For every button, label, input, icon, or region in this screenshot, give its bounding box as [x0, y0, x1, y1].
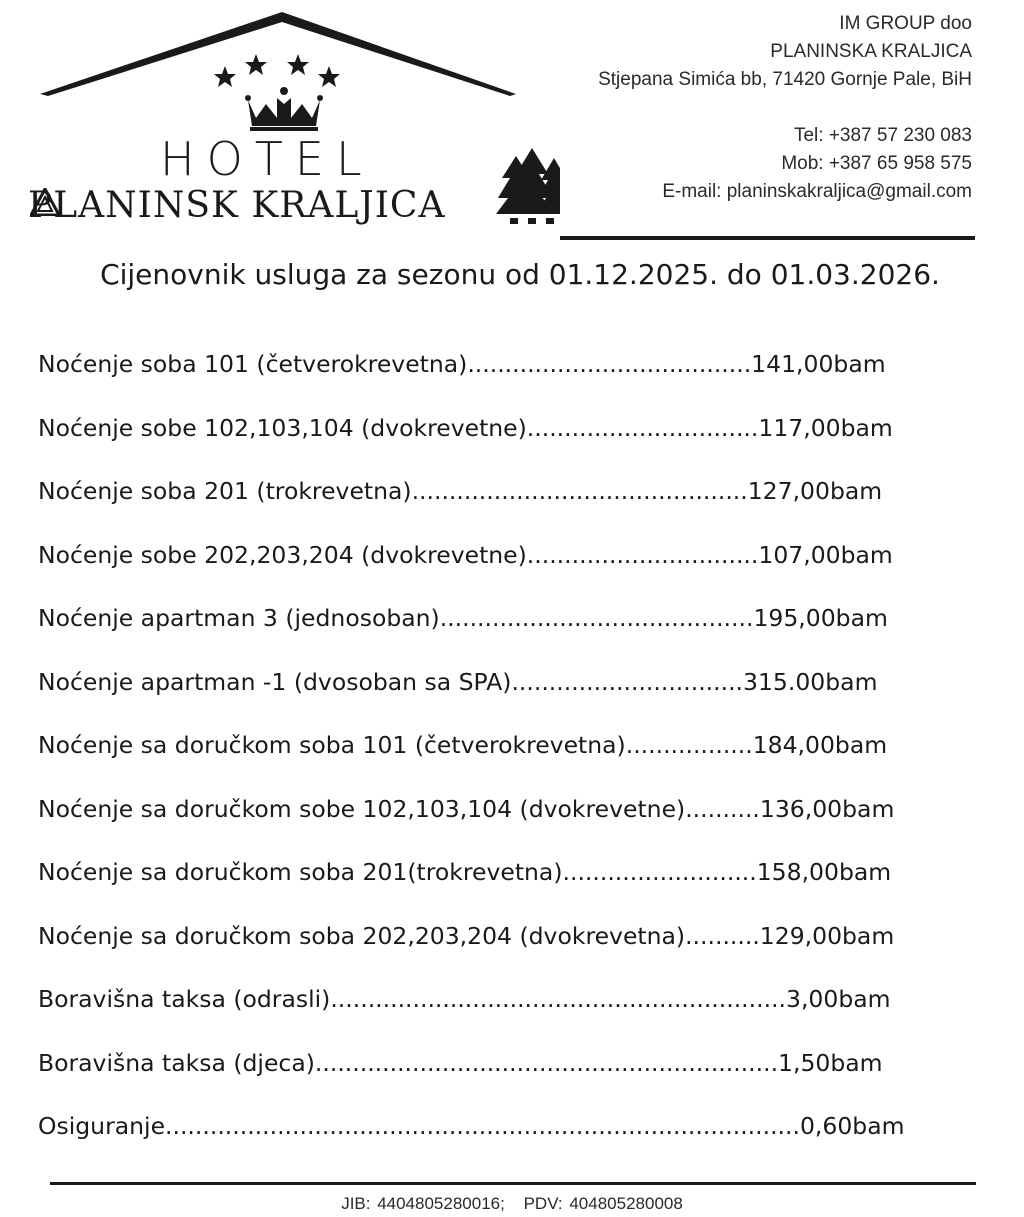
triangle-a-icon	[30, 188, 60, 216]
price-row: Noćenje soba 201 (trokrevetna).............................................127,00bam	[38, 477, 883, 505]
company-subname: PLANINSKA KRALJICA	[770, 41, 972, 62]
price-row: Noćenje apartman 3 (jednosoban)..........................................195,00bam	[38, 604, 888, 632]
header-divider	[560, 236, 975, 240]
price-row: Noćenje sa doručkom sobe 102,103,104 (dvokrevetne)..........136,00bam	[38, 794, 895, 823]
hotel-logo	[20, 8, 560, 238]
star-icon	[214, 66, 236, 87]
price-row: Boravišna taksa (odrasli).............................................................3,00bam	[38, 985, 891, 1013]
company-email: E-mail: planinskakraljica@gmail.com	[662, 181, 972, 202]
price-row: Noćenje sa doručkom soba 202,203,204 (dvokrevetna)..........129,00bam	[38, 921, 895, 950]
pine-trees-icon	[496, 148, 560, 224]
price-row: Boravišna taksa (djeca)..............................................................1,50bam	[38, 1048, 883, 1077]
footer-jib: JIB: 4404805280016;	[341, 1194, 505, 1213]
company-mob: Mob: +387 65 958 575	[781, 153, 972, 174]
company-tel: Tel: +387 57 230 083	[793, 125, 972, 146]
star-icon	[318, 66, 340, 87]
company-address: Stjepana Simića bb, 71420 Gornje Pale, BiH	[598, 69, 972, 90]
roof-icon	[40, 12, 516, 96]
price-row: Noćenje sobe 202,203,204 (dvokrevetne)...............................107,00bam	[38, 540, 893, 569]
star-icon	[287, 54, 309, 75]
price-row: Noćenje sa doručkom soba 201(trokrevetna)..........................158,00bam	[38, 858, 892, 886]
company-name: IM GROUP doo	[839, 13, 972, 34]
logo-name-part2: KRALJICA	[251, 185, 446, 226]
price-row: Noćenje apartman -1 (dvosoban sa SPA)...............................315.00bam	[38, 667, 878, 696]
price-row: Noćenje soba 101 (četverokrevetna)......................................141,00bam	[38, 350, 886, 378]
footer-divider	[50, 1182, 976, 1185]
price-row: Osiguranje.....................................................................................0,60bam	[38, 1112, 905, 1140]
logo-name-part1: PLANINSK	[28, 185, 239, 226]
footer-pdv: PDV: 404805280008	[523, 1194, 683, 1213]
crown-icon	[245, 87, 323, 131]
price-row: Noćenje sa doručkom soba 101 (četverokrevetna).................184,00bam	[38, 731, 888, 759]
footer	[0, 1194, 1024, 1214]
logo-hotel-word: HOTEL	[160, 132, 374, 186]
company-info	[598, 10, 972, 206]
logo-hotel-name	[28, 185, 446, 226]
price-row: Noćenje sobe 102,103,104 (dvokrevetne)...............................117,00bam	[38, 413, 893, 442]
price-list-title: Cijenovnik usluga za sezonu od 01.12.2025. do 01.03.2026.	[100, 258, 940, 291]
star-icon	[245, 54, 267, 75]
